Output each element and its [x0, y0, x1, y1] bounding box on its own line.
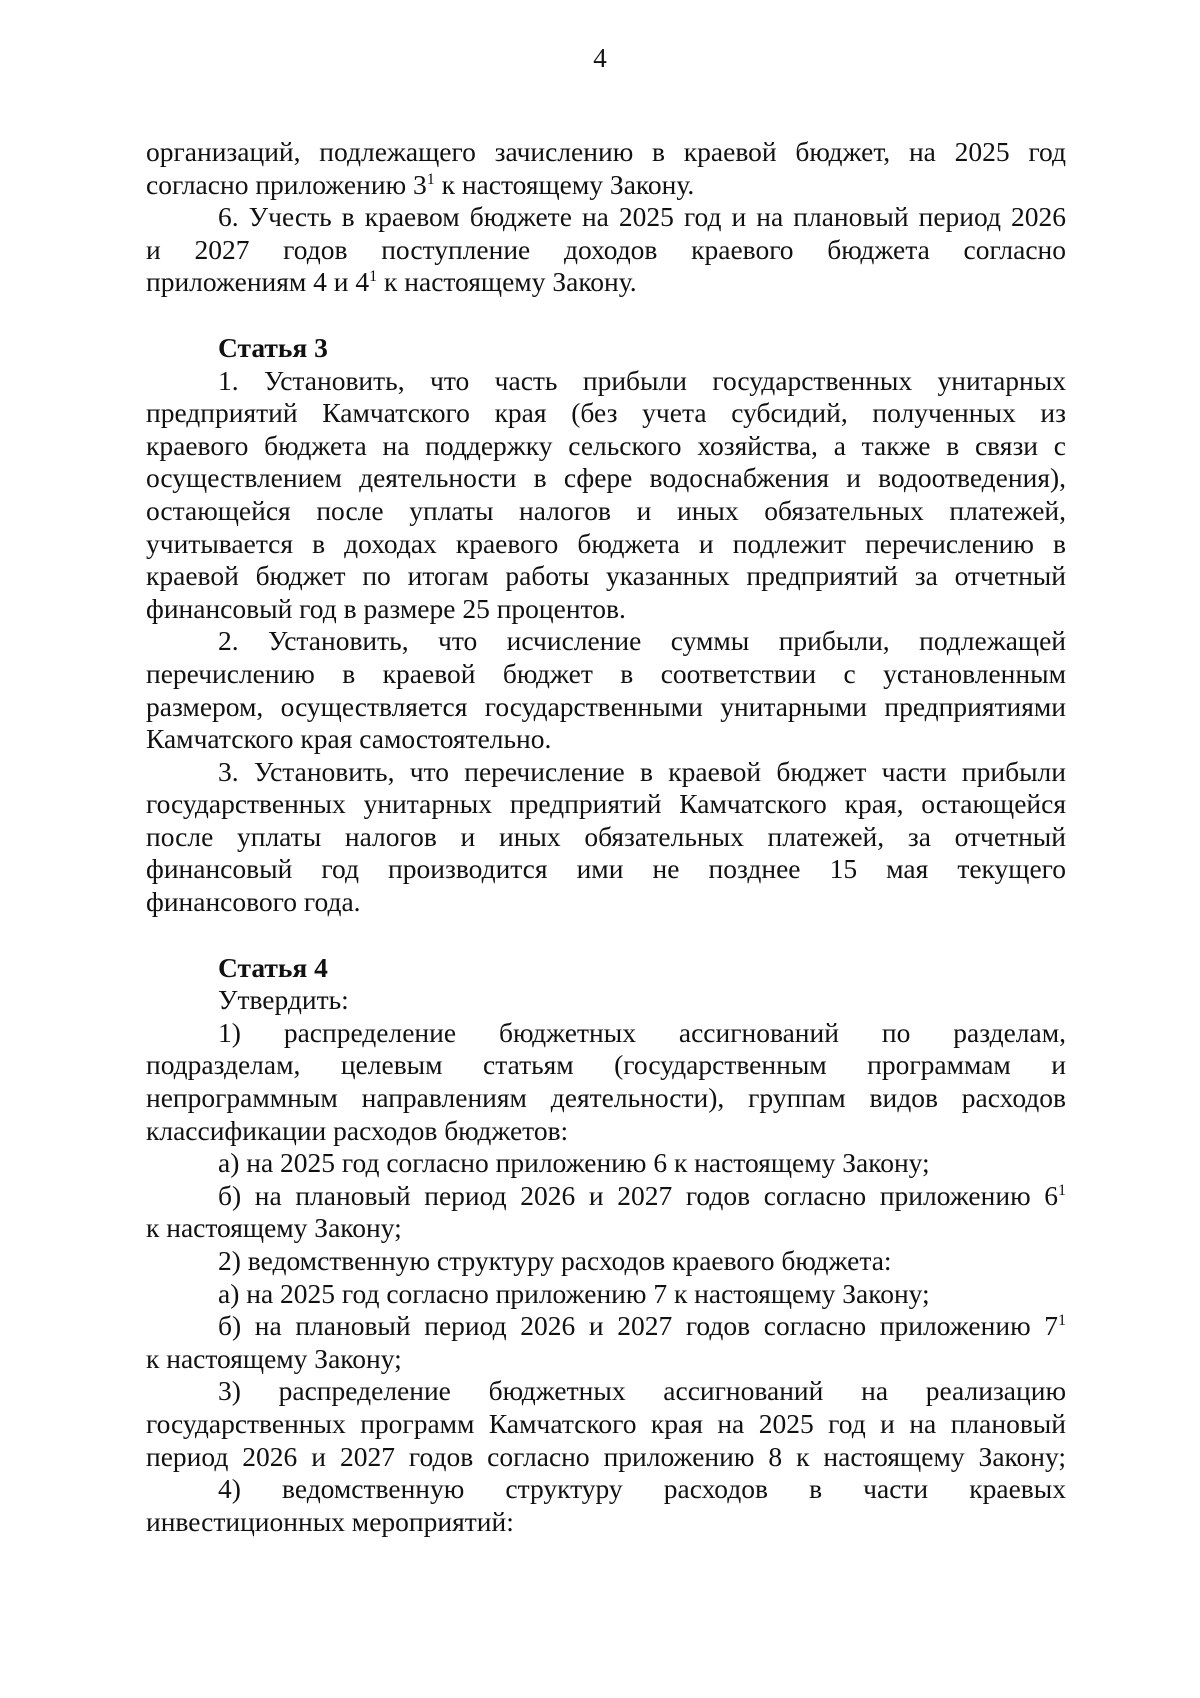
- text-line: 3. Установить, что перечисление в краевой бюджет части прибыли: [218, 755, 1066, 787]
- text-line: 2) ведомственную структуру расходов краевого бюджета:: [218, 1245, 892, 1276]
- text-line: финансовый год в размере 25 процентов.: [146, 592, 626, 624]
- text-line: 1. Установить, что часть прибыли государственных унитарных: [218, 364, 1066, 396]
- text-line: подразделам, целевым статьям (государственным программам и: [146, 1049, 1066, 1081]
- text-run: приложениям 4 и 4: [146, 266, 370, 298]
- text-run: согласно приложению 3: [146, 168, 427, 200]
- text-line: 3) распределение бюджетных ассигнований на реализацию: [218, 1375, 1066, 1407]
- text-line: 4) ведомственную структуру расходов в части краевых: [218, 1473, 1066, 1505]
- superscript: 1: [1058, 1312, 1066, 1330]
- text-line: краевого бюджета на поддержку сельского хозяйства, а также в связи с: [146, 429, 1066, 461]
- text-line: остающейся после уплаты налогов и иных обязательных платежей,: [146, 494, 1066, 526]
- text-line: после уплаты налогов и иных обязательных платежей, за отчетный: [146, 820, 1066, 852]
- text-line: [146, 169, 1066, 202]
- text-run: б) на плановый период 2026 и 2027 годов согласно приложению 6: [218, 1179, 1058, 1211]
- text-line: а) на 2025 год согласно приложению 6 к настоящему Закону;: [218, 1147, 930, 1179]
- text-line: [146, 1180, 1066, 1213]
- text-line: государственных программ Камчатского края на 2025 год и на плановый: [146, 1407, 1066, 1439]
- text-run: б) на плановый период 2026 и 2027 годов согласно приложению 7: [218, 1310, 1058, 1342]
- text-line: осуществлением деятельности в сфере водоснабжения и водоотведения),: [146, 462, 1066, 494]
- text-line: предприятий Камчатского края (без учета субсидий, полученных из: [146, 397, 1066, 429]
- text-line: [146, 266, 1066, 299]
- text-line: непрограммным направлениям деятельности), группам видов расходов: [146, 1082, 1066, 1114]
- text-line: 1) распределение бюджетных ассигнований по разделам,: [218, 1016, 1066, 1048]
- text-line: классификации расходов бюджетов:: [146, 1114, 569, 1146]
- text-line: учитывается в доходах краевого бюджета и подлежит перечислению в: [146, 527, 1066, 559]
- text-line: организаций, подлежащего зачислению в краевой бюджет, на 2025 год: [146, 136, 1066, 167]
- text-line: к настоящему Закону;: [146, 1212, 402, 1244]
- text-line: Камчатского края самостоятельно.: [146, 723, 552, 755]
- text-line: размером, осуществляется государственными унитарными предприятиями: [146, 690, 1066, 722]
- text-line: Утвердить:: [218, 984, 349, 1016]
- text-line: к настоящему Закону;: [146, 1342, 402, 1374]
- article-4-heading: Статья 4: [218, 951, 328, 983]
- text-line: финансовый год производится ими не позднее 15 мая текущего: [146, 853, 1066, 885]
- text-line: [146, 1310, 1066, 1343]
- text-line: а) на 2025 год согласно приложению 7 к настоящему Закону;: [218, 1277, 930, 1309]
- text-line: 6. Учесть в краевом бюджете на 2025 год и на плановый период 2026: [218, 201, 1066, 233]
- text-line: 2. Установить, что исчисление суммы прибыли, подлежащей: [218, 625, 1066, 657]
- article-3-heading: Статья 3: [218, 331, 328, 363]
- superscript: 1: [426, 170, 435, 188]
- superscript: 1: [369, 268, 378, 286]
- text-line: перечислению в краевой бюджет в соответствии с установленным: [146, 657, 1066, 689]
- text-line: период 2026 и 2027 годов согласно приложению 8 к настоящему Закону;: [146, 1440, 1066, 1472]
- text-line: финансового года.: [146, 886, 361, 918]
- text-line: инвестиционных мероприятий:: [146, 1505, 514, 1537]
- text-run: к настоящему Закону.: [434, 168, 695, 200]
- text-line: краевой бюджет по итогам работы указанных предприятий за отчетный: [146, 560, 1066, 592]
- text-line: и 2027 годов поступление доходов краевого бюджета согласно: [146, 233, 1066, 265]
- page-number: 4: [593, 43, 607, 73]
- document-body: [146, 136, 1066, 1538]
- text-run: к настоящему Закону.: [377, 266, 637, 298]
- superscript: 1: [1058, 1181, 1066, 1199]
- text-line: государственных унитарных предприятий Камчатского края, остающейся: [146, 788, 1066, 820]
